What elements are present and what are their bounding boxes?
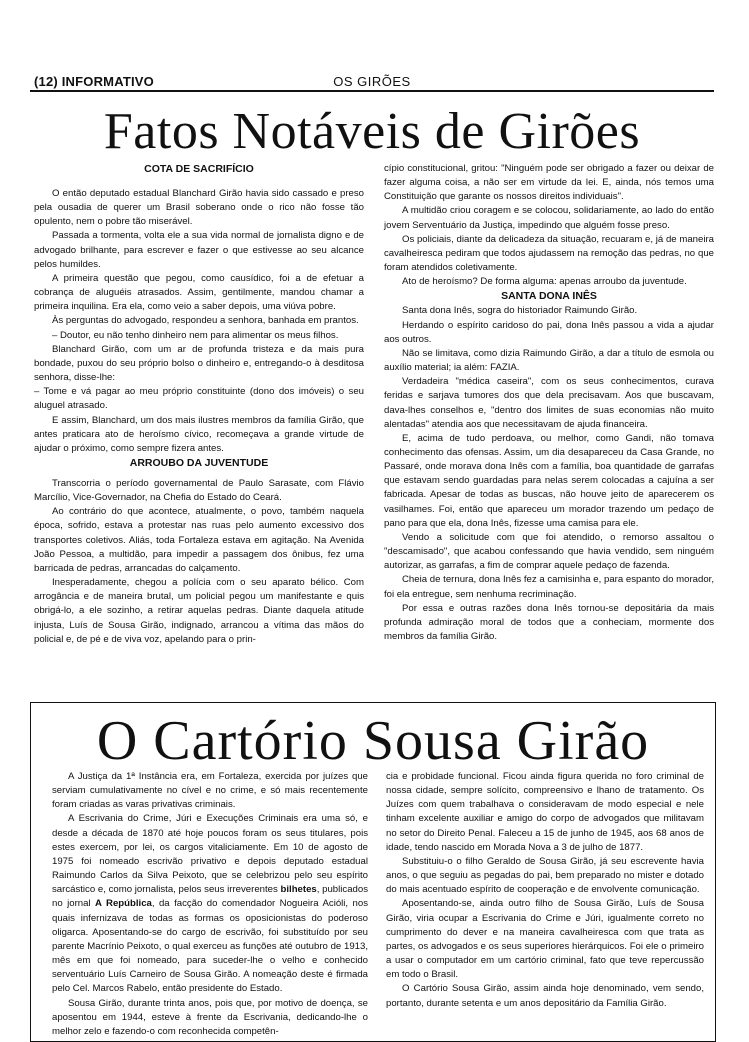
article-title-cartorio: O Cartório Sousa Girão [96,710,650,772]
header-rule [30,90,714,92]
paragraph: Blanchard Girão, com um ar de profunda tristeza e da mais pura bondade, puxou do seu próprio bolso o dinheiro e, entregando-o à desditosa senhora, disse-lhe: [34,343,364,384]
paragraph: Ato de heroísmo? De forma alguma: apenas arroubo da juventude. [402,276,687,288]
paragraph: A primeira questão que pegou, como causídico, foi a de efetuar a cobrança de aluguéis atrasados. Assim, gentilmente, mandou chamar a primeira inquilina. Era ela, como veio a saber depois, uma viúva pobre. [34,272,364,313]
article2-column-right [386,770,704,1011]
text-run: , da facção do comendador Nogueira Acióli, nos quais infernizava de todas as formas os oposicionistas do poderoso oligarca. Aposentando-se do cargo de escrivão, foi substituído por seu parente Macrínio Peixoto, o qual exerceu as funções até outubro de 1913, mês em que foi nomeado, para suceder-lhe o velho e conhecido serventuário Luís Carneiro de Sousa Girão. A nomeação deste é firmada pelo Cel. Marcos Rabelo, então presidente do Estado. [52,898,368,995]
section-heading-cota: COTA DE SACRIFÍCIO [144,163,254,175]
paragraph: E, acima de tudo perdoava, ou melhor, como Gandi, não tomava conhecimento das ofensas. Assim, um dia desapareceu da Casa Grande, no Passaré, onde morava dona Inês com a família, boa quantidade de garrafas que estavam sendo guardadas para nelas serem colocadas a cajuína a ser fabricada. Apesar de todas as buscas, não houve jeito de aparecerem os vasilhames. Foi, então que apareceu um morador trazendo um pedaço de pano para que ela, dona Inês, fizesse uma camisa para ele. [384,432,714,529]
article1-column-left [34,162,364,647]
paragraph: O então deputado estadual Blanchard Girão havia sido cassado e preso pela ousadia de querer um Brasil soberano onde o rico não fosse tão opulento, nem o pobre tão miserável. [34,188,364,228]
paragraph: Ao contrário do que acontece, atualmente, o povo, também naquela época, sofrido, estava a protestar nas ruas pelo aumento excessivo dos transportes coletivos. Aliás, toda Fortaleza estava em agitação. Na Avenida João Pessoa, a multidão, para impedir a passagem dos ônibus, fez uma barricada de pedras, arrancadas do calçamento. [34,506,364,574]
paragraph: Por essa e outras razões dona Inês tornou-se depositária da mais profunda admiração moral de todos que a conheciam, mormente dos membros da família Girão. [384,602,714,642]
section-label: (12) INFORMATIVO [34,74,154,89]
paragraph: – Doutor, eu não tenho dinheiro nem para alimentar os meus filhos. [52,329,339,341]
paragraph: Cheia de ternura, dona Inês fez a camisinha e, para espanto do morador, foi ela entregue, sem nenhuma recriminação. [384,574,714,600]
paragraph: Aposentando-se, ainda outro filho de Sousa Girão, Luís de Sousa Girão, viria ocupar a Escrivania do Crime e Júri, igualmente correto no cumprimento do dever e na maneira cavalheiresca com que trata as partes, os advogados e os seus superiores hierárquicos. Foi ele o primeiro a usar o computador em um cartório criminal, fato que teve repercussão em todo o Brasil. [386,898,704,981]
article-title-fatos: Fatos Notáveis de Girões [103,103,641,160]
section-heading-santa-dona-ines: SANTA DONA INÊS [501,290,597,303]
text-run: A Escrivania do Crime, Júri e Execuções Criminais era uma só, e desde a década de 1870 até hoje poucos foram os seus titulares, pois estes exercem, por lei, os cargos vitaliciamente. Em 10 de agosto de 1975 foi nomeado escrivão privativo e depois deputado estadual Raimundo Carlos da Silva Peixoto, que se celebrizou pelo seu espírito sarcástico e, como jornalista, pelos seus irreverentes [52,813,368,896]
page-header [30,66,714,92]
paragraph: Vendo a solicitude com que foi atendido, o remorso assaltou o "descamisado", que acabou confessando que havia vendido, sem ninguém autorizar, as garrafas, a fim de comprar aquele pedaço de fazenda. [384,531,714,572]
paragraph: Herdando o espírito caridoso do pai, dona Inês passou a vida a ajudar aos outros. [384,319,714,345]
paragraph: Às perguntas do advogado, respondeu a senhora, banhada em prantos. [52,315,359,327]
paragraph: Substituiu-o o filho Geraldo de Sousa Girão, já seu escrevente havia anos, o que seguiu as pegadas do pai, bem preparado no mister e dotado do mais acentuado espírito de cooperação e de envolvente comunicação. [386,855,704,896]
paragraph: Verdadeira "médica caseira", com os seus conhecimentos, curava feridas e sarjava tumores dos que dela precisavam. Aos que buscavam, dava-lhes conselhos e, "dentro dos limites de suas economias não muito alentadas" atendia aos que necessitavam de ajuda financeira. [384,376,714,430]
article1-column-right [384,162,714,644]
paragraph: A multidão criou coragem e se colocou, solidariamente, ao lado do então jovem Serventuário da Justiça, impedindo que alguém fosse preso. [384,205,714,231]
paragraph: Transcorria o período governamental de Paulo Sarasate, com Flávio Marcílio, Vice-Governador, na Chefia do Estado do Ceará. [34,477,364,504]
text-run: , publicados no jornal [52,884,369,910]
paragraph: Sousa Girão, durante trinta anos, pois que, por motivo de doença, se aposentou em 1944, esteve à frente da Escrivania, dedicando-lhe o melhor zelo e fazendo-o com reconhecida competên- [52,997,368,1037]
publication-name: OS GIRÕES [333,74,411,89]
article2-column-left [52,770,368,1039]
paragraph: Inesperadamente, chegou a polícia com o seu aparato bélico. Com arrogância e de maneira brutal, um policial pegou um manifestante e quis obrigá-lo, a ele sozinho, a retirar aquelas pedras. Diante daquela atitude injusta, Luís de Sousa Girão, indignado, arrancou a vítima das mãos do policial e, de pé e de viva voz, apelando para o prin- [34,577,364,645]
paragraph: E assim, Blanchard, um dos mais ilustres membros da família Girão, que antes praticara ato de heroísmo cívico, recomeçava a grande virtude de ajudar o próximo, como sempre fizera antes. [34,414,364,454]
newspaper-name: A República [95,898,152,910]
paragraph: cia e probidade funcional. Ficou ainda figura querida no foro criminal de nossa cidade, sempre solícito, compreensivo e lhano de tratamento. Os Juízes com quem trabalhava o consideravam de modo especial e nele tinham excelente auxiliar e amigo do corpo de advogados que militavam no setor do Direito Penal. Faleceu a 15 de junho de 1945, aos 68 anos de idade, tendo nascido em Morada Nova a 3 de julho de 1877. [386,771,704,853]
bold-term: bilhetes [280,884,317,896]
paragraph: Santa dona Inês, sogra do historiador Raimundo Girão. [402,305,638,317]
paragraph: Passada a tormenta, volta ele a sua vida normal de jornalista digno e de advogado brilhante, para escrever e fazer o que estivesse ao seu alcance pelos humildes. [34,230,364,270]
paragraph: – Tome e vá pagar ao meu próprio constituinte (dono dos imóveis) o seu aluguel atrasado. [34,386,364,412]
paragraph: O Cartório Sousa Girão, assim ainda hoje denominado, vem sendo, portanto, durante setenta e um anos depositário da Família Girão. [386,983,704,1009]
paragraph: A Justiça da 1ª Instância era, em Fortaleza, exercida por juízes que serviam cumulativamente no cível e no crime, e só mais recentemente foram criadas as varas privativas criminais. [52,771,368,811]
paragraph: cípio constitucional, gritou: "Ninguém pode ser obrigado a fazer ou deixar de fazer alguma coisa, a não ser em virtude da lei. E, ainda, nós temos uma Constituição que garante os nossos direitos individuais". [384,163,714,203]
paragraph [52,812,368,996]
section-heading-arroubo: ARROUBO DA JUVENTUDE [129,456,269,469]
paragraph: Não se limitava, como dizia Raimundo Girão, a dar a título de esmola ou auxílio material; ia além: FAZIA. [384,347,714,374]
spacer [34,177,364,187]
paragraph: Os policiais, diante da delicadeza da situação, recuaram e, já de maneira cavalheiresca pediram que todos ajudassem na remoção das pedras, no que foram atendidos coletivamente. [384,233,714,274]
